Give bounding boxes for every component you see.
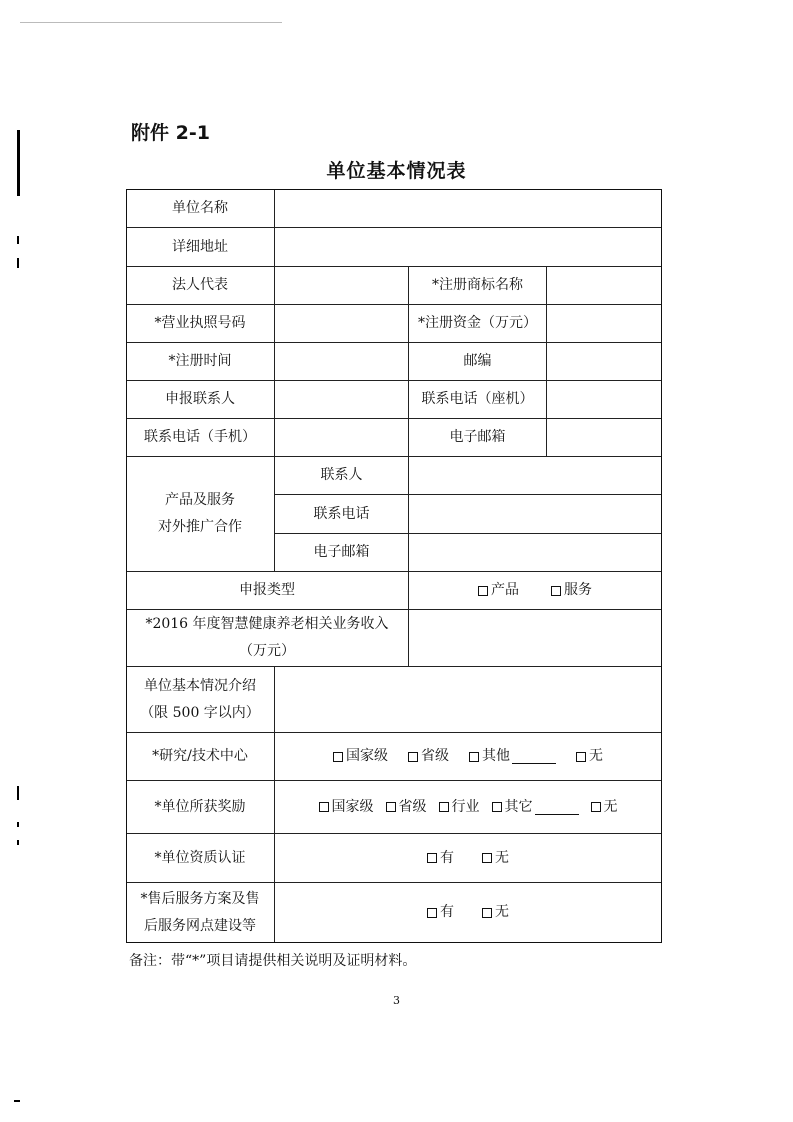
research-options bbox=[275, 733, 662, 781]
label-revenue bbox=[126, 610, 409, 667]
award-industry[interactable]: 行业 bbox=[439, 794, 480, 821]
checkbox-icon bbox=[591, 802, 601, 812]
reg-time-field[interactable] bbox=[275, 343, 409, 381]
contact-person-field[interactable] bbox=[275, 381, 409, 419]
label-aftersale bbox=[126, 883, 275, 943]
label-qualification: *单位资质认证 bbox=[126, 834, 275, 883]
aftersale-options bbox=[275, 883, 662, 943]
label-promotion-line1: 产品及服务 bbox=[165, 492, 235, 509]
label-aftersale-line2: 后服务网点建设等 bbox=[144, 917, 256, 934]
label-reg-time: *注册时间 bbox=[126, 343, 275, 381]
trademark-field[interactable] bbox=[547, 267, 662, 305]
promo-email-field[interactable] bbox=[409, 534, 662, 572]
label-aftersale-line1: *售后服务方案及售 bbox=[140, 890, 260, 907]
page-number: 3 bbox=[393, 994, 400, 1007]
award-national[interactable]: 国家级 bbox=[319, 794, 374, 821]
qual-yes[interactable]: 有 bbox=[427, 845, 454, 872]
label-intro bbox=[126, 667, 275, 733]
promo-phone-field[interactable] bbox=[409, 495, 662, 534]
label-license-no: *营业执照号码 bbox=[126, 305, 275, 343]
checkbox-icon bbox=[439, 802, 449, 812]
top-rule bbox=[20, 22, 282, 23]
award-none[interactable]: 无 bbox=[591, 794, 618, 821]
attachment-label: 附件 2-1 bbox=[131, 122, 210, 144]
label-promotion-line2: 对外推广合作 bbox=[158, 519, 242, 535]
scan-artifact bbox=[17, 236, 19, 244]
landline-field[interactable] bbox=[547, 381, 662, 419]
label-intro-line2: （限 500 字以内） bbox=[140, 704, 260, 721]
checkbox-icon bbox=[427, 853, 437, 863]
option-national[interactable]: 国家级 bbox=[333, 743, 388, 770]
scan-artifact bbox=[14, 1100, 20, 1102]
label-landline: 联系电话（座机） bbox=[409, 381, 547, 419]
checkbox-icon bbox=[333, 752, 343, 762]
label-address: 详细地址 bbox=[126, 228, 275, 267]
label-promo-phone: 联系电话 bbox=[275, 495, 409, 534]
postcode-field[interactable] bbox=[547, 343, 662, 381]
scan-artifact bbox=[17, 258, 19, 268]
checkbox-icon bbox=[482, 853, 492, 863]
intro-field[interactable] bbox=[275, 667, 662, 733]
award-other[interactable]: 其它 bbox=[492, 794, 579, 821]
label-unit-name: 单位名称 bbox=[126, 189, 275, 228]
unit-info-form bbox=[126, 189, 662, 943]
label-promo-contact: 联系人 bbox=[275, 457, 409, 495]
label-trademark: *注册商标名称 bbox=[409, 267, 547, 305]
qualification-options bbox=[275, 834, 662, 883]
option-none[interactable]: 无 bbox=[576, 743, 603, 770]
label-promo-email: 电子邮箱 bbox=[275, 534, 409, 572]
label-capital: *注册资金（万元） bbox=[409, 305, 547, 343]
awards-options bbox=[275, 781, 662, 834]
address-field[interactable] bbox=[275, 228, 662, 267]
checkbox-icon bbox=[551, 586, 561, 596]
footnote: 备注：带“*”项目请提供相关说明及证明材料。 bbox=[129, 953, 417, 969]
checkbox-icon bbox=[386, 802, 396, 812]
aftersale-no[interactable]: 无 bbox=[482, 899, 509, 926]
other-blank[interactable] bbox=[512, 749, 556, 764]
label-promotion bbox=[126, 457, 275, 572]
checkbox-icon bbox=[482, 908, 492, 918]
label-email: 电子邮箱 bbox=[409, 419, 547, 457]
checkbox-icon bbox=[469, 752, 479, 762]
unit-name-field[interactable] bbox=[275, 189, 662, 228]
email-field[interactable] bbox=[547, 419, 662, 457]
label-research: *研究/技术中心 bbox=[126, 733, 275, 781]
application-type-options bbox=[409, 572, 662, 610]
checkbox-icon bbox=[492, 802, 502, 812]
aftersale-yes[interactable]: 有 bbox=[427, 899, 454, 926]
checkbox-icon bbox=[319, 802, 329, 812]
option-provincial[interactable]: 省级 bbox=[408, 743, 449, 770]
label-awards: *单位所获奖励 bbox=[126, 781, 275, 834]
label-intro-line1: 单位基本情况介绍 bbox=[144, 677, 256, 694]
option-other[interactable]: 其他 bbox=[469, 743, 556, 770]
license-no-field[interactable] bbox=[275, 305, 409, 343]
label-revenue-line1: *2016 年度智慧健康养老相关业务收入 bbox=[145, 616, 389, 633]
scan-artifact bbox=[17, 786, 19, 800]
award-other-blank[interactable] bbox=[535, 800, 579, 815]
qual-no[interactable]: 无 bbox=[482, 845, 509, 872]
award-provincial[interactable]: 省级 bbox=[386, 794, 427, 821]
label-application-type: 申报类型 bbox=[126, 572, 409, 610]
revenue-field[interactable] bbox=[409, 610, 662, 667]
capital-field[interactable] bbox=[547, 305, 662, 343]
option-service[interactable]: 服务 bbox=[551, 577, 592, 604]
checkbox-icon bbox=[478, 586, 488, 596]
checkbox-icon bbox=[427, 908, 437, 918]
option-product[interactable]: 产品 bbox=[478, 577, 519, 604]
label-revenue-line2: （万元） bbox=[239, 643, 295, 659]
legal-rep-field[interactable] bbox=[275, 267, 409, 305]
checkbox-icon bbox=[576, 752, 586, 762]
label-mobile: 联系电话（手机） bbox=[126, 419, 275, 457]
scan-artifact bbox=[17, 840, 19, 845]
scan-artifact bbox=[17, 822, 19, 827]
mobile-field[interactable] bbox=[275, 419, 409, 457]
label-contact-person: 申报联系人 bbox=[126, 381, 275, 419]
checkbox-icon bbox=[408, 752, 418, 762]
label-legal-rep: 法人代表 bbox=[126, 267, 275, 305]
label-postcode: 邮编 bbox=[409, 343, 547, 381]
form-title: 单位基本情况表 bbox=[326, 160, 467, 182]
promo-contact-field[interactable] bbox=[409, 457, 662, 495]
